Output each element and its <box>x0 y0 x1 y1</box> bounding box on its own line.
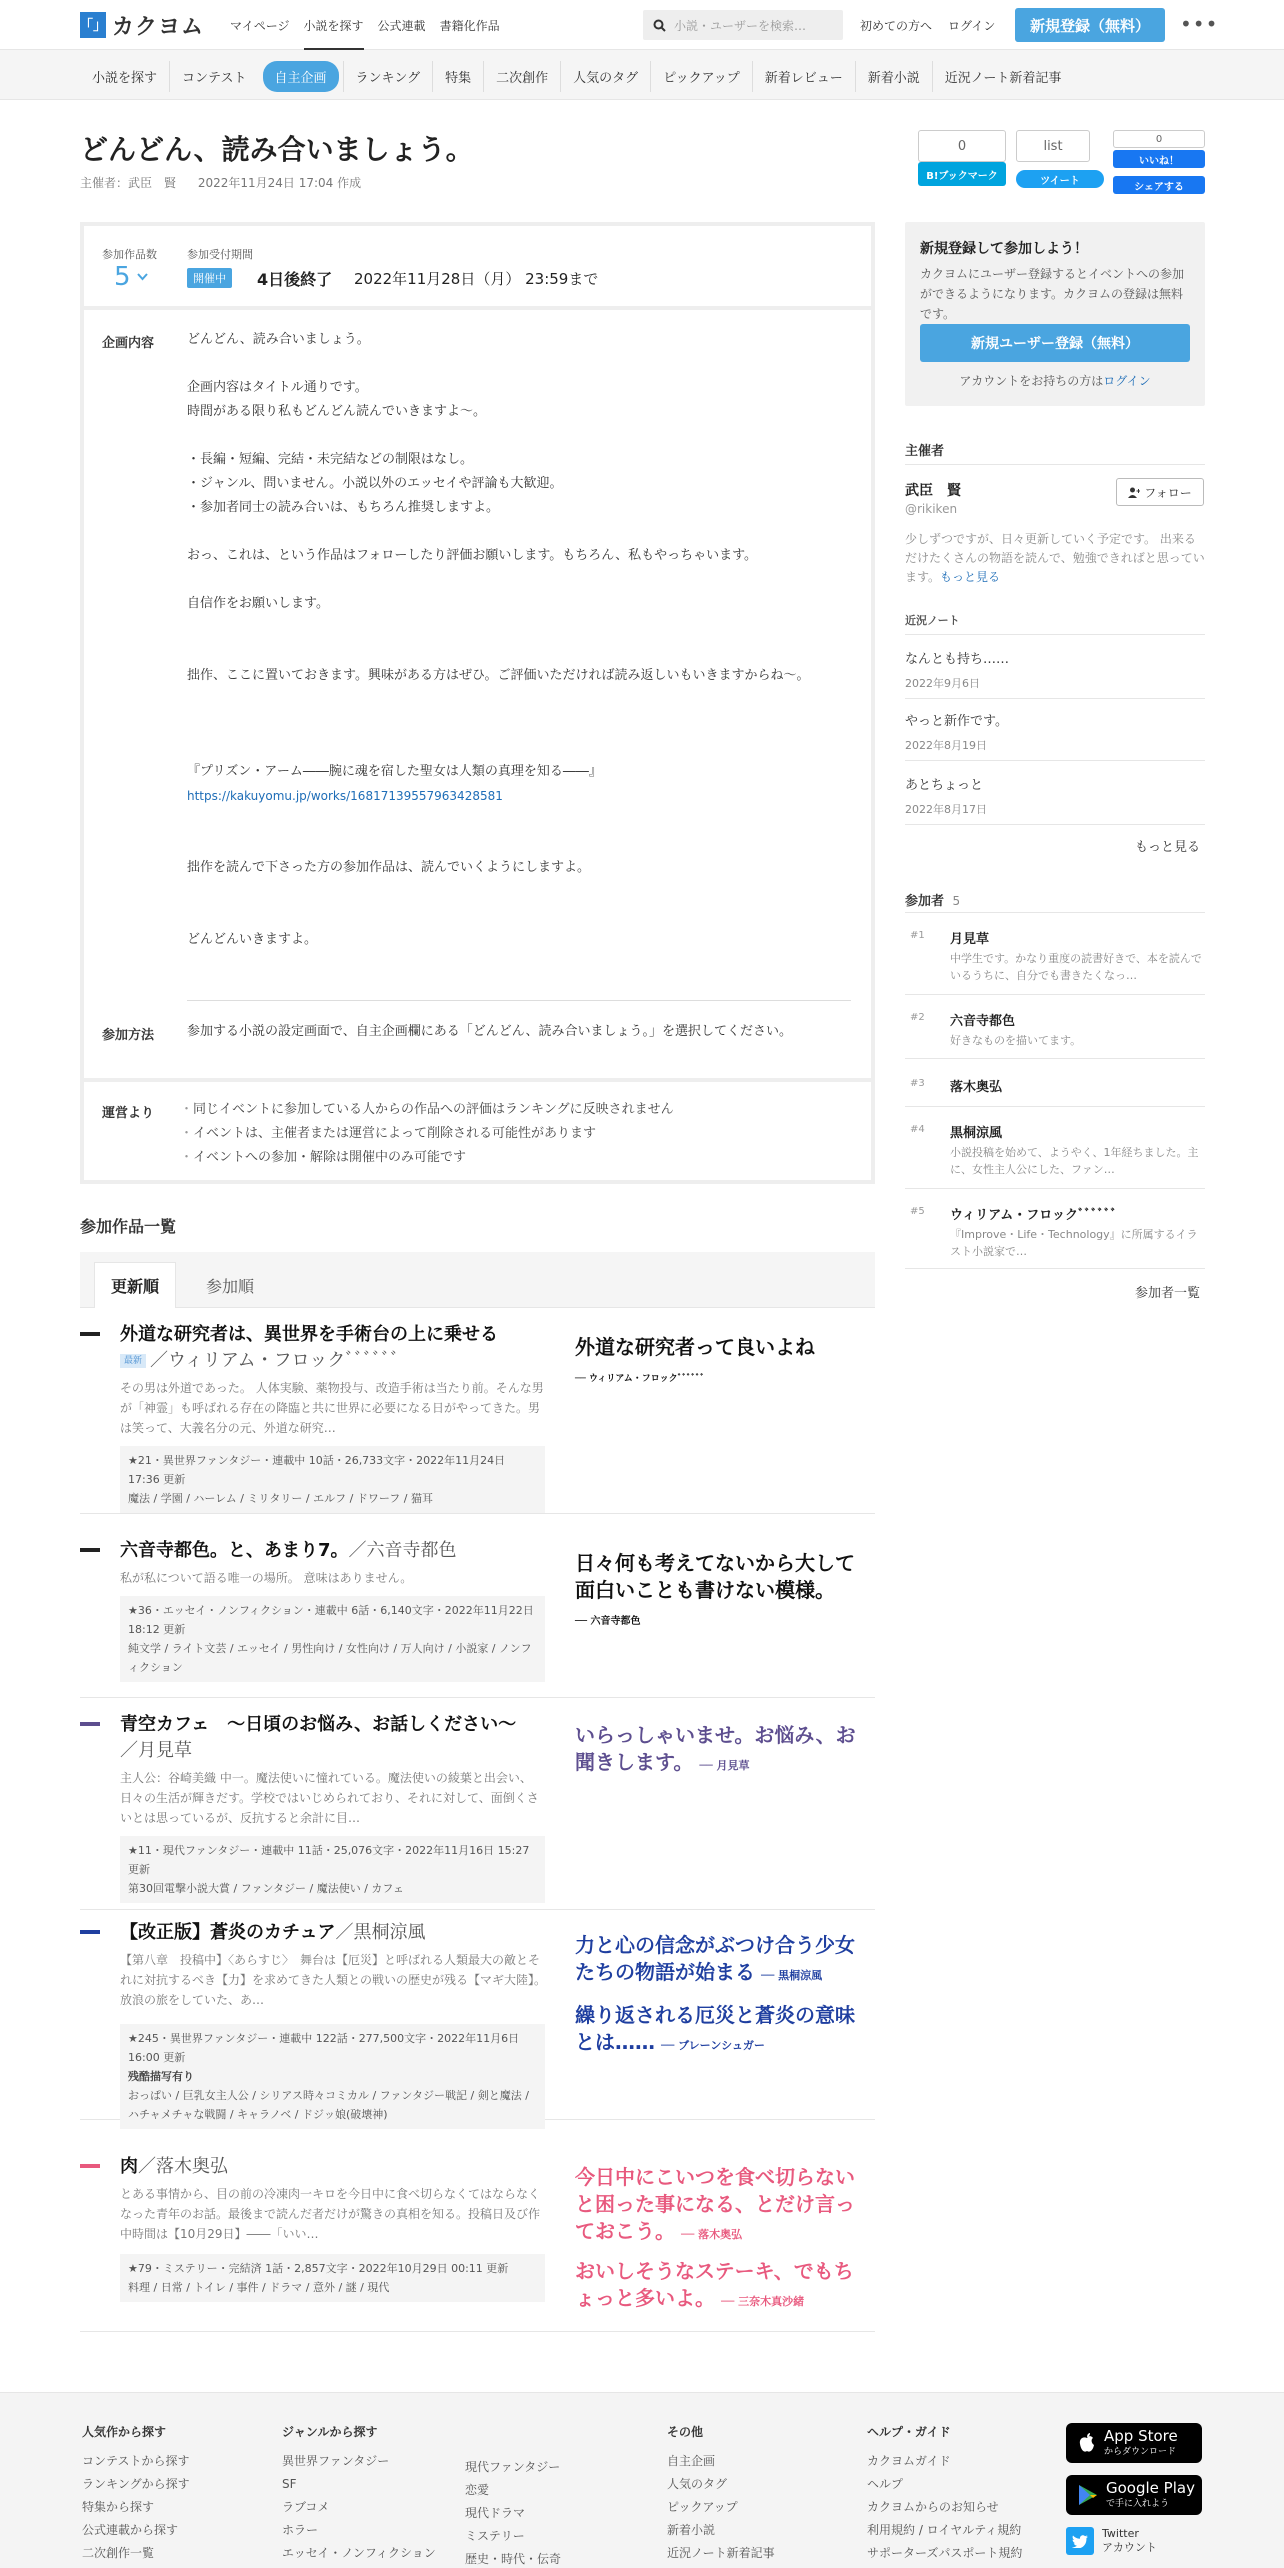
description-line: 企画内容はタイトル通りです。 <box>187 380 368 395</box>
search-placeholder: 小説・ユーザーを検索… <box>674 18 807 33</box>
work-item[interactable] <box>80 2154 875 2332</box>
fb-share-button[interactable]: シェアする <box>1113 176 1205 194</box>
description-line: おっ、これは、という作品はフォローしたり評価お願いします。もちろん、私もやっちゃいます。 <box>187 548 758 563</box>
catch-text: 力と心の信念がぶつけ合う少女たちの物語が始まる <box>575 1933 855 1984</box>
description-line <box>187 352 827 376</box>
content-label: 企画内容 <box>102 336 155 351</box>
subnav-new-reviews[interactable]: 新着レビュー <box>752 61 855 92</box>
note-item[interactable] <box>905 774 1205 817</box>
catch-by[interactable]: ── ウィリアム・フロックﾞﾞﾞﾞﾞﾞ <box>575 1374 705 1384</box>
divider <box>905 1268 1205 1269</box>
work-title[interactable] <box>120 1920 540 1946</box>
tab-joined[interactable]: 参加順 <box>206 1276 255 1296</box>
footer-link[interactable]: 現代ファンタジー <box>465 2460 561 2474</box>
divider <box>905 464 1205 465</box>
google-play-icon <box>1078 2484 1098 2506</box>
work-catchphrase <box>575 1550 865 1631</box>
bio-more-link[interactable]: もっと見る <box>940 570 1001 584</box>
subnav-new-novels[interactable]: 新着小説 <box>855 61 932 92</box>
chevron-down-icon <box>137 273 148 281</box>
work-meta-box <box>120 2024 545 2129</box>
participants-count: 5 <box>952 894 961 908</box>
catch-text: 今日中にこいつを食べ切らないと困った事になる、とだけ言っておこう。 <box>575 2165 855 2243</box>
footer-link[interactable]: コンテストから探す <box>82 2454 190 2468</box>
new-badge: 最新 <box>120 1354 146 1368</box>
note-title[interactable]: なんとも持ち…… <box>905 652 1010 667</box>
top-header <box>0 0 1284 50</box>
work-title[interactable] <box>120 1538 540 1564</box>
event-info-box <box>80 222 875 1184</box>
tweet-button[interactable]: ツイート <box>1016 170 1104 188</box>
work-tags[interactable]: 第30回電撃小説大賞 / ファンタジー / 魔法使い / カフェ <box>128 1882 404 1895</box>
appstore-sub: からダウンロード <box>1104 2447 1177 2457</box>
note-date: 2022年8月19日 <box>905 739 987 752</box>
bio-text: 少しずつですが、日々更新していく予定です。 出来るだけたくさんの物語を読んで、勉強できればと思っています。 <box>905 532 1205 584</box>
description-line <box>187 736 827 760</box>
work-catchphrase <box>575 2164 865 2248</box>
rule-item: ・ イベントへの参加・解除は開催中のみ可能です <box>180 1146 674 1170</box>
divider <box>905 760 1205 761</box>
description-line: 自信作をお願いします。 <box>187 596 329 611</box>
footer <box>0 2392 1284 2568</box>
description-line <box>187 880 827 904</box>
organizer-name[interactable]: 武臣 賢 <box>905 483 961 499</box>
work-title[interactable] <box>120 1712 540 1764</box>
subnav-find[interactable]: 小説を探す <box>92 71 158 86</box>
footer-link[interactable]: SF <box>282 2477 297 2491</box>
description-line: 『プリズン・アーム――腕に魂を宿した聖女は人類の真理を知る――』 <box>187 764 602 779</box>
footer-col-popular <box>82 2423 190 2565</box>
notes-more-link[interactable]: もっと見る <box>1135 840 1201 855</box>
have-account <box>905 372 1205 389</box>
search-input[interactable] <box>643 10 843 40</box>
more-menu-icon[interactable]: ••• <box>1180 12 1219 36</box>
divider <box>905 634 1205 635</box>
review-catchphrase <box>575 2258 865 2315</box>
footer-link[interactable]: ミステリー <box>465 2529 525 2543</box>
participant-rank: #2 <box>910 1012 925 1023</box>
work-intro: とある事情から、目の前の冷凍肉一キロを今日中に食べ切らなくてはならなくなった青年のお話。最後まで読んだ者だけが驚きの真相を知る。投稿日及び作中時間は【10月29日】――「いい… <box>120 2187 541 2241</box>
follow-label: フォロー <box>1144 485 1192 500</box>
work-catchphrase <box>575 1722 865 1779</box>
participant-desc: 『Improve・Life・Technology』に所属するイラスト小説家で… <box>950 1228 1198 1258</box>
catch-text: 日々何も考えてないから大して面白いことも書けない模様。 <box>575 1551 855 1602</box>
participants-title: 参加者 <box>905 894 945 909</box>
fb-count: 0 <box>1113 130 1205 148</box>
footer-link[interactable]: ランキングから探す <box>82 2477 190 2491</box>
divider <box>905 698 1205 699</box>
participant-name[interactable]: 黒桐涼風 <box>950 1126 1003 1141</box>
footer-link[interactable]: 新着小説 <box>667 2523 716 2537</box>
work-item[interactable] <box>80 1538 875 1698</box>
participant-rank: #5 <box>910 1206 925 1217</box>
apple-icon <box>1078 2432 1096 2454</box>
work-url-link[interactable]: https://kakuyomu.jp/works/16817139557963428581 <box>187 789 503 803</box>
work-meta: ★79・ミステリー・完結済 1話・2,857文字・2022年10月29日 00:11 更新 <box>128 2262 509 2275</box>
gplay-sub: で手に入れよう <box>1106 2499 1170 2509</box>
app-store-badge[interactable] <box>1066 2423 1202 2463</box>
subnav-derivative[interactable]: 二次創作 <box>483 61 560 92</box>
nav-official-serial[interactable]: 公式連載 <box>377 19 426 33</box>
subnav-events[interactable]: 自主企画 <box>263 61 339 92</box>
works-tabs <box>80 1252 875 1308</box>
work-catchphrase <box>575 1334 865 1388</box>
description-line <box>187 640 827 664</box>
work-author[interactable]: ／六音寺都色 <box>348 1540 457 1561</box>
note-title[interactable]: やっと新作です。 <box>905 714 1008 729</box>
fb-like-button[interactable]: いいね！ <box>1113 150 1205 168</box>
description-line <box>187 568 827 592</box>
divider <box>905 912 1205 913</box>
work-title-text[interactable]: 肉 <box>120 2156 138 2177</box>
work-intro: 主人公：谷崎美織 中一。魔法使いに憧れている。魔法使いの綾葉と出会い、日々の生活が輝きだす。学校ではいじめられており、それに対して、面倒くさいとは思っているが、反抗すると余計に目… <box>120 1771 539 1825</box>
join-text: カクヨムにユーザー登録するとイベントへの参加ができるようになります。カクヨムの登録は無料です。 <box>920 267 1185 321</box>
footer-link[interactable]: カクヨムガイド <box>867 2454 951 2468</box>
participant-desc: 好きなものを描いてます。 <box>950 1034 1082 1047</box>
participant-name[interactable]: 六音寺都色 <box>950 1014 1016 1029</box>
footer-col-help <box>867 2423 1022 2565</box>
top-nav <box>230 17 500 50</box>
signup-button[interactable]: 新規登録（無料） <box>1015 8 1165 42</box>
footer-link[interactable]: 異世界ファンタジー <box>282 2454 390 2468</box>
subnav-ranking[interactable]: ランキング <box>343 61 433 92</box>
work-color-bar <box>80 1722 100 1726</box>
footer-link[interactable]: 近況ノート新着記事 <box>667 2546 775 2560</box>
divider <box>905 824 1205 825</box>
sidebar-login-link[interactable]: ログイン <box>1103 374 1151 388</box>
description-line: 拙作を読んで下さった方の参加作品は、読んでいくようにしますよ。 <box>187 860 591 875</box>
description-line <box>187 904 827 928</box>
footer-link[interactable]: 公式連載から探す <box>82 2523 179 2537</box>
logo-text: カクヨム <box>112 14 205 40</box>
participant-rank: #4 <box>910 1124 925 1135</box>
work-tags[interactable]: 料理 / 日常 / トイレ / 事件 / ドラマ / 意外 / 謎 / 現代 <box>128 2281 390 2294</box>
works-count-label: 参加作品数 <box>102 248 157 261</box>
participants-heading <box>905 890 960 909</box>
footer-link[interactable]: サポーターズパスポート規約 <box>867 2546 1023 2560</box>
register-button[interactable]: 新規ユーザー登録（無料） <box>920 324 1190 362</box>
kakuyomu-logo[interactable] <box>80 11 204 39</box>
description-line: どんどんいきますよ。 <box>187 932 318 947</box>
work-intro: 私が私について語る唯一の場所。 意味はありません。 <box>120 1571 413 1585</box>
description-line <box>187 688 827 712</box>
note-item[interactable] <box>905 710 1205 753</box>
divider <box>905 1106 1205 1107</box>
status-badge: 開催中 <box>187 268 232 288</box>
works-count: 5 <box>114 262 131 292</box>
catch-text: 繰り返される厄災と蒼炎の意味とは…… <box>575 2003 855 2054</box>
divider <box>905 994 1205 995</box>
notes-heading: 近況ノート <box>905 614 960 627</box>
work-color-bar <box>80 2164 100 2168</box>
work-title-text[interactable]: 外道な研究者は、異世界を手術台の上に乗せる <box>120 1324 498 1345</box>
footer-heading: その他 <box>667 2425 704 2439</box>
footer-col-genre <box>282 2423 436 2565</box>
description-line <box>187 712 827 736</box>
footer-link[interactable]: 恋愛 <box>465 2483 490 2497</box>
work-intro: その男は外道であった。 人体実験、薬物投与、改造手術は当たり前。そんな男が「神霊」も呼ばれる存在の降臨と共に世界に必要になる日がやってきた。男は笑って、大義名分の元、外道な研究… <box>120 1381 544 1435</box>
work-title[interactable] <box>120 2154 540 2180</box>
join-title: 新規登録して参加しよう！ <box>920 241 1088 257</box>
footer-link[interactable]: 二次創作一覧 <box>82 2546 155 2560</box>
join-panel <box>905 222 1205 406</box>
work-tags[interactable]: 純文学 / ライト文芸 / エッセイ / 男性向け / 女性向け / 万人向け / 小説家 / ノンフィクション <box>128 1642 532 1674</box>
work-item[interactable] <box>80 1920 875 2120</box>
catch-text: おいしそうなステーキ、でもちょっと多いよ。 <box>575 2259 854 2310</box>
participant-name[interactable]: 落木奥弘 <box>950 1080 1003 1095</box>
logo-mark-icon: 「」 <box>80 12 106 38</box>
catch-by[interactable]: ── 六音寺都色 <box>575 1616 641 1627</box>
created-date: 2022年11月24日 17:04 作成 <box>197 176 362 190</box>
twitter-sub: アカウント <box>1102 2541 1157 2554</box>
list-button[interactable]: list <box>1016 130 1090 162</box>
note-date: 2022年8月17日 <box>905 803 987 816</box>
subnav-pickup[interactable]: ピックアップ <box>650 61 752 92</box>
google-play-badge[interactable] <box>1066 2475 1202 2515</box>
tab-updated[interactable]: 更新順 <box>94 1262 176 1308</box>
footer-link[interactable]: 現代ドラマ <box>465 2506 526 2520</box>
appstore-title: App Store <box>1104 2427 1178 2445</box>
nav-published-works[interactable]: 書籍化作品 <box>439 19 500 33</box>
work-author[interactable]: ／ウィリアム・フロックﾞﾞﾞﾞﾞﾞ <box>150 1350 400 1371</box>
period-label: 参加受付期間 <box>187 248 253 261</box>
description-line: ・長編・短編、完結・未完結などの制限はなし。 <box>187 452 474 467</box>
twitter-label: Twitter <box>1102 2527 1139 2540</box>
description-line: ・ジャンル、問いません。小説以外のエッセイや評論も大歓迎。 <box>187 476 563 491</box>
footer-link[interactable]: 特集から探す <box>82 2500 155 2514</box>
cruelty-warning: 残酷描写有り <box>128 2070 194 2083</box>
search-icon <box>653 19 666 32</box>
works-heading: 参加作品一覧 <box>80 1217 177 1236</box>
event-status-row <box>84 226 871 310</box>
event-meta <box>80 174 361 191</box>
description-line: ・参加者同士の読み合いは、もちろん推奨しますよ。 <box>187 500 500 515</box>
divider <box>905 1058 1205 1059</box>
note-date: 2022年9月6日 <box>905 677 980 690</box>
twitter-account-link[interactable] <box>1066 2527 1157 2555</box>
organizer-heading: 主催者 <box>905 444 945 459</box>
subnav-contest[interactable]: コンテスト <box>169 61 258 92</box>
catch-by[interactable]: ── 黒桐涼風 <box>761 1969 823 1982</box>
follow-button[interactable] <box>1116 478 1204 506</box>
footer-heading: 人気作から探す <box>82 2425 167 2439</box>
footer-link[interactable]: ホラー <box>282 2523 319 2537</box>
footer-link[interactable]: 人気のタグ <box>667 2477 728 2491</box>
work-title-text[interactable]: 六音寺都色。と、あまり7。 <box>120 1540 349 1561</box>
participant-name[interactable]: ウィリアム・フロックﾞﾞﾞﾞﾞﾞ <box>950 1208 1118 1223</box>
catch-by[interactable]: ── 三奈木真沙緒 <box>721 2295 805 2308</box>
login-link[interactable]: ログイン <box>948 19 996 33</box>
note-title[interactable]: あとちょっと <box>905 778 984 793</box>
footer-heading: ジャンルから探す <box>282 2425 378 2439</box>
divider <box>187 1000 851 1001</box>
nav-mypage[interactable]: マイページ <box>230 19 290 33</box>
work-title-text[interactable]: 青空カフェ ～日頃のお悩み、お話しください～ <box>120 1714 517 1735</box>
work-meta-box <box>120 1596 545 1682</box>
subnav-new-notes[interactable]: 近況ノート新着記事 <box>932 61 1074 92</box>
review-catchphrase <box>575 2002 865 2059</box>
work-catchphrase <box>575 1932 865 1989</box>
work-item[interactable] <box>80 1712 875 1910</box>
footer-link[interactable]: ピックアップ <box>667 2500 738 2514</box>
sub-nav <box>0 50 1284 100</box>
work-item[interactable] <box>80 1322 875 1514</box>
description-line: 拙作、ここに置いておきます。興味がある方はぜひ。ご評価いただければ読み返しいもいきますからね～。 <box>187 668 810 683</box>
rule-item: ・ イベントは、主催者または運営によって削除される可能性があります <box>180 1122 674 1146</box>
method-text: 参加する小説の設定画面で、自主企画欄にある「どんどん、読み合いましょう。」を選択してください。 <box>187 1024 793 1039</box>
works-count-toggle[interactable] <box>114 262 148 292</box>
hatena-count: 0 <box>918 130 1006 162</box>
work-tags[interactable]: 魔法 / 学園 / ハーレム / ミリタリー / エルフ / ドワーフ / 猫耳 <box>128 1492 433 1505</box>
organizer-id: @rikiken <box>905 502 958 516</box>
work-author[interactable]: ／黒桐涼風 <box>335 1922 426 1943</box>
work-author[interactable]: ／落木奥弘 <box>138 2156 228 2177</box>
work-meta-box <box>120 1836 545 1903</box>
user-add-icon <box>1128 487 1140 498</box>
rule-item: ・ 同じイベントに参加している人からの作品への評価はランキングに反映されません <box>180 1098 674 1122</box>
work-meta: ★11・現代ファンタジー・連載中 11話・25,076文字・2022年11月16日 15:27 更新 <box>128 1844 530 1876</box>
participant-rank: #1 <box>910 930 925 941</box>
work-intro: 【第八章 投稿中】〈あらすじ〉 舞台は【厄災】と呼ばれる人類最大の敵とそれに対抗するべき【力】を求めてきた人類との戦いの歴史が残る【マギ大陸】。 放浪の旅をしていた、あ… <box>120 1953 553 2007</box>
participant-desc: 中学生です。かなり重度の読書好きで、本を読んでいるうちに、自分でも書きたくなっ… <box>950 952 1202 982</box>
work-author[interactable]: ／月見草 <box>120 1740 192 1761</box>
footer-link[interactable]: 利用規約 / ロイヤルティ規約 <box>867 2523 1022 2537</box>
work-title-text[interactable]: 【改正版】蒼炎のカチュア <box>120 1922 336 1943</box>
footer-link[interactable]: カクヨムからのお知らせ <box>867 2500 999 2514</box>
work-color-bar <box>80 1548 100 1552</box>
participant-rank: #3 <box>910 1078 925 1089</box>
work-meta-box <box>120 2254 545 2302</box>
catch-text: いらっしゃいませ。お悩み、お聞きします。 <box>575 1723 856 1774</box>
rules-label: 運営より <box>102 1106 155 1121</box>
footer-link[interactable]: エッセイ・ノンフィクション <box>282 2546 436 2560</box>
page-title: どんどん、読み合いましょう。 <box>80 133 474 166</box>
rules-list <box>180 1098 674 1170</box>
footer-heading: ヘルプ・ガイド <box>867 2425 951 2439</box>
footer-link[interactable]: 歴史・時代・伝奇 <box>465 2552 562 2566</box>
have-account-text: アカウントをお持ちの方は <box>959 374 1104 388</box>
description-line: 時間がある限り私もどんどん読んでいきますよ～。 <box>187 404 487 419</box>
description-line <box>187 520 827 544</box>
work-tags[interactable]: おっぱい / 巨乳女主人公 / シリアス時々コミカル / ファンタジー戦記 / 剣と魔法 / ハチャメチャな戦闘 / キャラノベ / ドジッ娘(破壊神) <box>128 2089 529 2121</box>
hatena-bookmark-button[interactable]: B!ブックマーク <box>918 162 1006 186</box>
participants-list-link[interactable]: 参加者一覧 <box>1135 1286 1201 1301</box>
beginners-link[interactable]: 初めての方へ <box>860 19 933 33</box>
method-label: 参加方法 <box>102 1028 155 1043</box>
divider <box>905 1188 1205 1189</box>
description-line <box>187 616 827 640</box>
twitter-icon <box>1066 2527 1094 2555</box>
work-meta: ★245・異世界ファンタジー・連載中 122話・277,500文字・2022年11月6日 16:00 更新 <box>128 2032 520 2064</box>
catch-by[interactable]: ── 月見草 <box>699 1759 750 1772</box>
organizer-bio <box>905 530 1205 587</box>
participant-name[interactable]: 月見草 <box>950 932 990 947</box>
note-item[interactable] <box>905 648 1205 691</box>
description-line <box>187 424 827 448</box>
nav-find-novels[interactable]: 小説を探す <box>304 17 364 50</box>
work-meta: ★21・異世界ファンタジー・連載中 10話・26,733文字・2022年11月24日 17:36 更新 <box>128 1454 506 1486</box>
rules-section <box>84 1082 871 1180</box>
organizer-line: 主催者：武臣 賢 <box>80 176 177 190</box>
work-color-bar <box>80 1332 100 1336</box>
footer-link[interactable]: 自主企画 <box>667 2454 716 2468</box>
description-line <box>187 832 827 856</box>
catch-by[interactable]: ── ブレーンシュガー <box>661 2039 765 2052</box>
description-line: どんどん、読み合いましょう。 <box>187 332 370 347</box>
catch-text: 外道な研究者って良いよね <box>575 1335 815 1359</box>
footer-link[interactable]: ヘルプ <box>867 2477 904 2491</box>
social-share <box>918 130 1205 194</box>
event-content-section <box>84 310 871 1082</box>
gplay-title: Google Play <box>1106 2479 1195 2497</box>
work-color-bar <box>80 1930 100 1934</box>
footer-link[interactable]: ラブコメ <box>282 2500 330 2514</box>
work-meta: ★36・エッセイ・ノンフィクション・連載中 6話・6,140文字・2022年11月22日 18:12 更新 <box>128 1604 534 1636</box>
description-line <box>187 808 827 832</box>
work-meta-box <box>120 1446 545 1513</box>
subnav-popular-tags[interactable]: 人気のタグ <box>560 61 650 92</box>
catch-by[interactable]: ── 落木奥弘 <box>681 2228 743 2241</box>
subnav-features[interactable]: 特集 <box>432 61 483 92</box>
participant-desc: 小説投稿を始めて、ようやく、1年経ちました。主に、女性主人公にした、ファン… <box>950 1146 1199 1176</box>
deadline: 2022年11月28日（月） 23:59まで <box>354 270 599 288</box>
work-title[interactable] <box>120 1322 540 1374</box>
event-description <box>187 328 827 952</box>
footer-col-other <box>667 2423 775 2565</box>
footer-col-genre-2 <box>465 2456 561 2568</box>
days-left: 4日後終了 <box>257 270 333 289</box>
